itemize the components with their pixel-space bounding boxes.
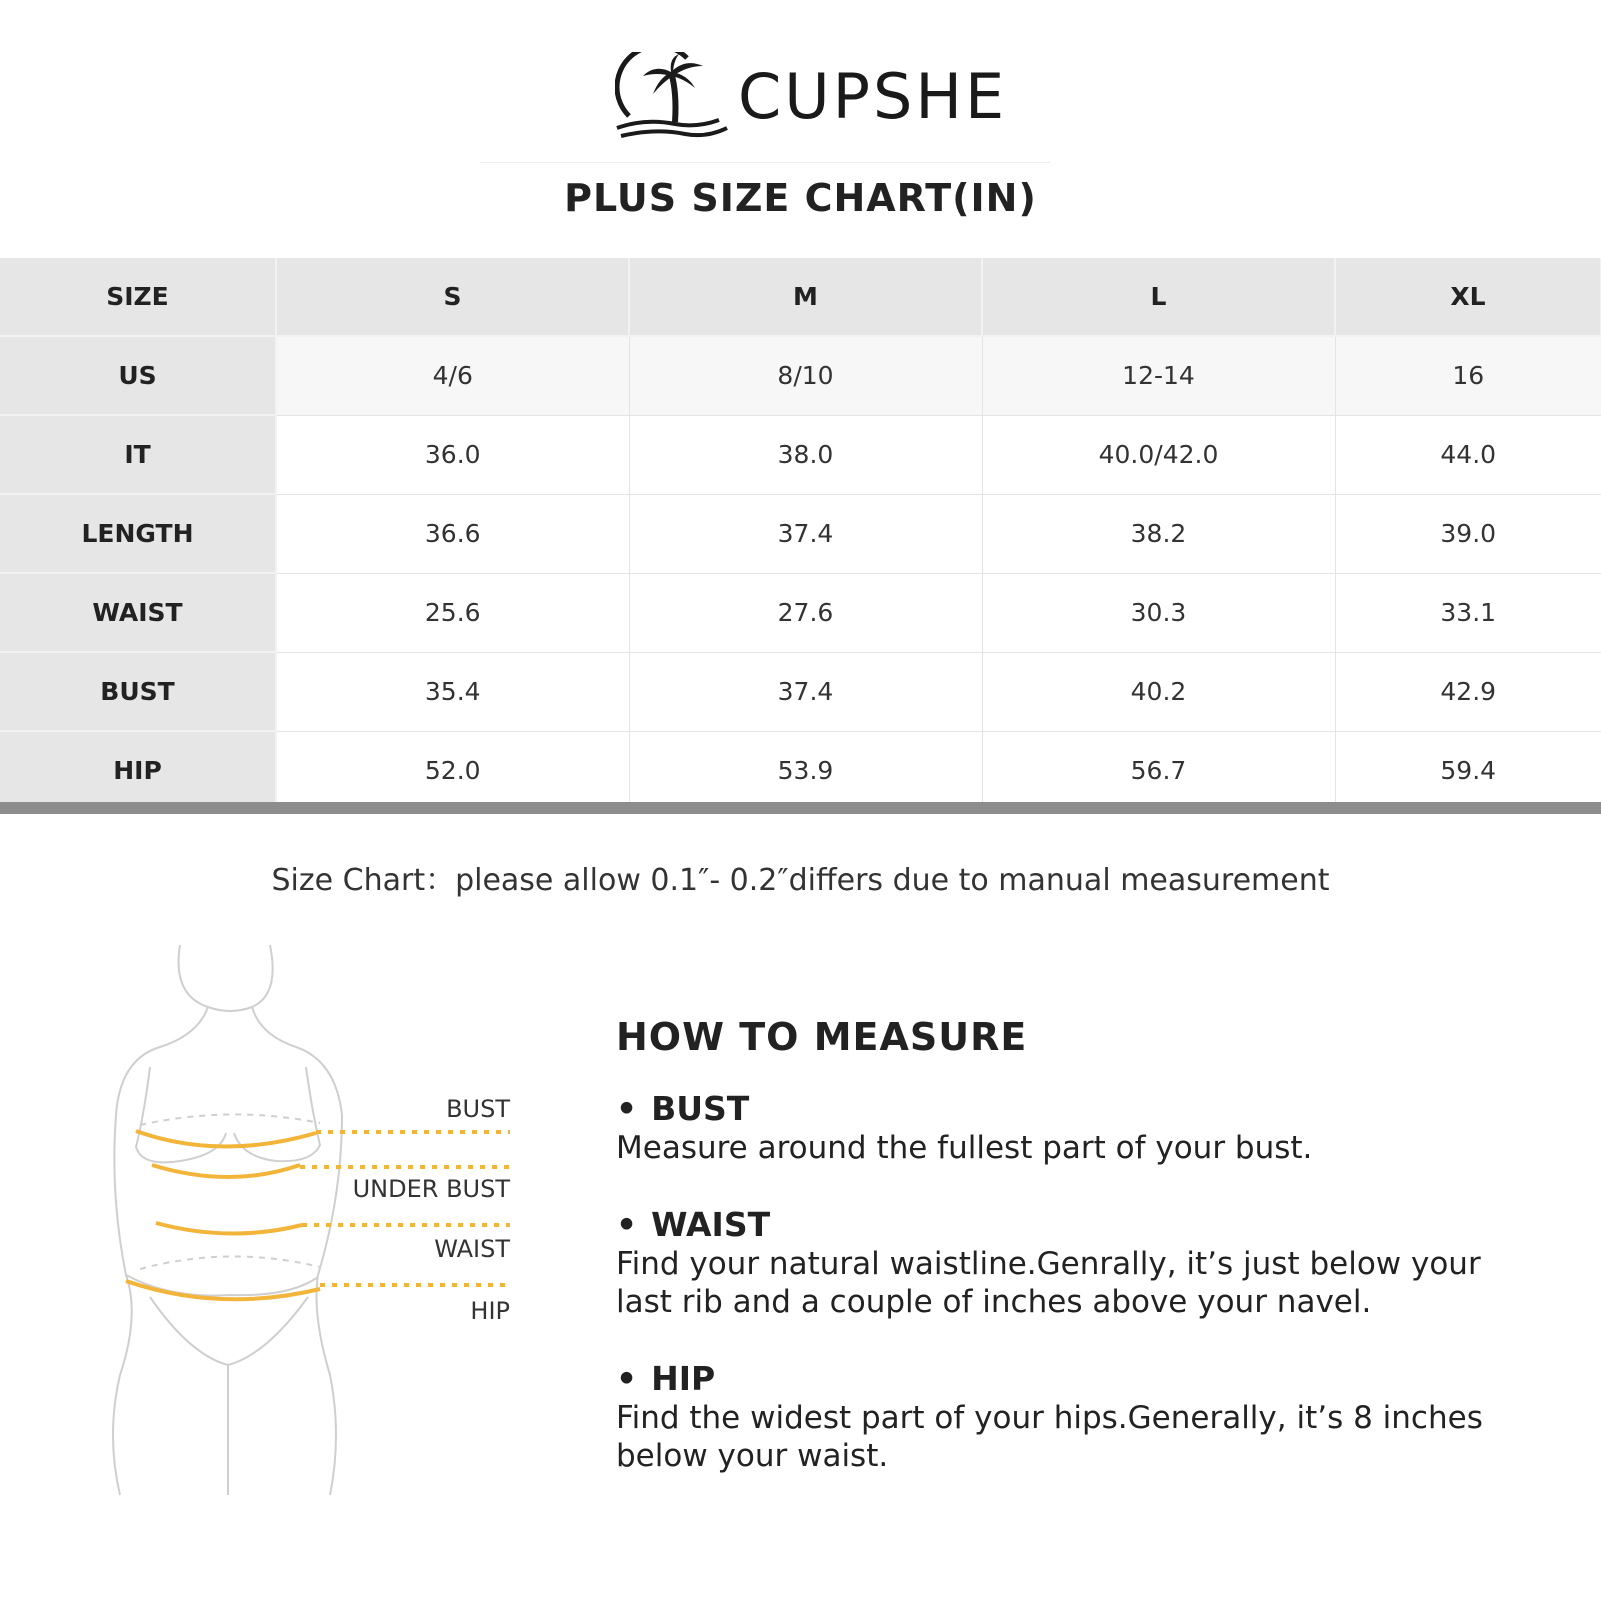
- table-cell: 27.6: [629, 573, 982, 652]
- table-cell: 37.4: [629, 652, 982, 731]
- measure-item-waist: [616, 1205, 1536, 1321]
- table-cell: 4/6: [276, 336, 629, 415]
- table-row: [0, 494, 1601, 573]
- row-label: HIP: [0, 731, 276, 810]
- measure-text: Measure around the fullest part of your bust.: [616, 1130, 1313, 1166]
- row-label: LENGTH: [0, 494, 276, 573]
- header-cell: S: [276, 258, 629, 336]
- body-outline-illustration: [80, 935, 540, 1515]
- table-row: [0, 573, 1601, 652]
- measure-item-hip: [616, 1359, 1536, 1475]
- table-cell: 37.4: [629, 494, 982, 573]
- table-row: [0, 731, 1601, 810]
- figure-label-under-bust: UNDER BUST: [352, 1175, 510, 1203]
- table-row: [0, 336, 1601, 415]
- bullet: •: [616, 1359, 638, 1398]
- measure-heading: BUST: [651, 1089, 750, 1128]
- palm-tree-logo-icon: [615, 52, 735, 142]
- table-cell: 44.0: [1335, 415, 1601, 494]
- measurement-note: Size Chart：please allow 0.1″- 0.2″differs due to manual measurement: [271, 863, 1330, 898]
- table-cell: 16: [1335, 336, 1601, 415]
- table-cell: 40.0/42.0: [982, 415, 1335, 494]
- table-cell: 8/10: [629, 336, 982, 415]
- measure-heading: HIP: [651, 1359, 716, 1398]
- row-label: US: [0, 336, 276, 415]
- measure-heading: WAIST: [651, 1205, 771, 1244]
- table-cell: 39.0: [1335, 494, 1601, 573]
- measure-item-bust: [616, 1089, 1536, 1167]
- table-cell: 53.9: [629, 731, 982, 810]
- table-cell: 52.0: [276, 731, 629, 810]
- bullet: •: [616, 1089, 638, 1128]
- how-to-measure-section: [616, 1015, 1536, 1513]
- body-figure: [80, 935, 540, 1515]
- table-row: [0, 415, 1601, 494]
- table-cell: 40.2: [982, 652, 1335, 731]
- brand-name: CUPSHE: [738, 60, 1008, 133]
- row-label: BUST: [0, 652, 276, 731]
- brand-logo: [615, 52, 1008, 142]
- how-to-measure-title: HOW TO MEASURE: [616, 1015, 1028, 1059]
- table-cell: 59.4: [1335, 731, 1601, 810]
- header-cell: XL: [1335, 258, 1601, 336]
- table-cell: 38.2: [982, 494, 1335, 573]
- title-divider: [480, 162, 1050, 163]
- table-cell: 30.3: [982, 573, 1335, 652]
- figure-label-hip: HIP: [470, 1297, 510, 1325]
- table-cell: 42.9: [1335, 652, 1601, 731]
- table-cell: 25.6: [276, 573, 629, 652]
- chart-title: PLUS SIZE CHART(IN): [564, 176, 1037, 220]
- figure-label-waist: WAIST: [434, 1235, 510, 1263]
- table-cell: 12-14: [982, 336, 1335, 415]
- table-cell: 36.6: [276, 494, 629, 573]
- row-label: IT: [0, 415, 276, 494]
- measure-text: Find the widest part of your hips.Generally, it’s 8 inches below your waist.: [616, 1400, 1483, 1474]
- table-row: [0, 652, 1601, 731]
- header-cell: L: [982, 258, 1335, 336]
- table-cell: 35.4: [276, 652, 629, 731]
- measure-text: Find your natural waistline.Genrally, it’s just below your last rib and a couple of inches above your navel.: [616, 1246, 1481, 1320]
- size-table: [0, 258, 1601, 811]
- header-cell: M: [629, 258, 982, 336]
- table-header-row: [0, 258, 1601, 336]
- table-cell: 36.0: [276, 415, 629, 494]
- figure-label-bust: BUST: [446, 1095, 510, 1123]
- table-cell: 38.0: [629, 415, 982, 494]
- bullet: •: [616, 1205, 638, 1244]
- table-bottom-bar: [0, 802, 1601, 814]
- row-label: WAIST: [0, 573, 276, 652]
- header-cell: SIZE: [0, 258, 276, 336]
- table-cell: 33.1: [1335, 573, 1601, 652]
- table-cell: 56.7: [982, 731, 1335, 810]
